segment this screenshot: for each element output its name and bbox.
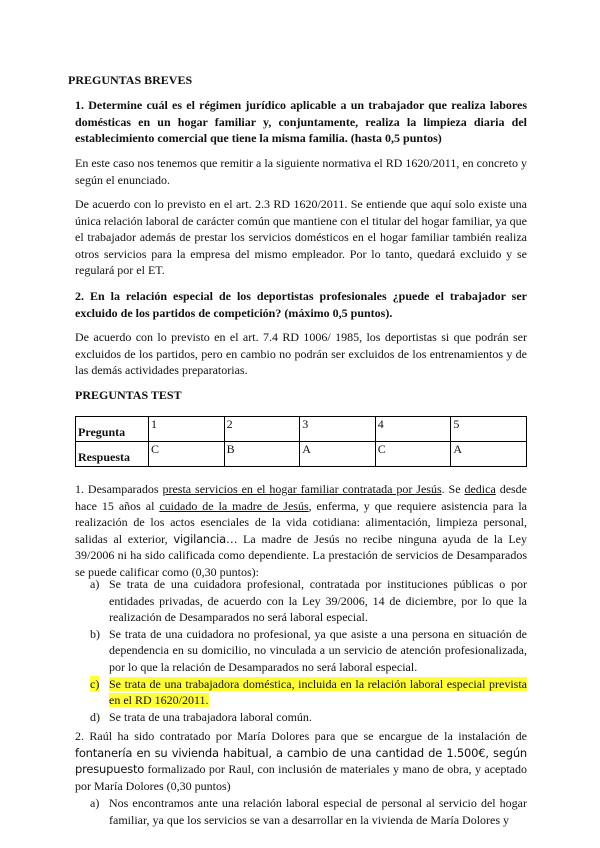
text-run: La madre de Jesús no recibe ninguna ayuda de la Ley 39/2006 ni ha sido calificada como dependiente. La prestación de servicios de Desamparados se puede calificar como (0,30 puntos): [75, 531, 527, 579]
table-cell: 2 [224, 417, 300, 442]
text-run: 2. Raúl ha sido contratado por María Dolores para que se encargue de la instalación de [75, 729, 527, 743]
text-run: , enferma, y que requiere asistencia para la realización de los actos esenciales de la vida cotidiana: alimentación, limpieza personal, salidas al exterior, [75, 498, 528, 546]
option-a [75, 576, 527, 626]
table-cell: C [375, 442, 451, 467]
underlined-text: presta servicios en el hogar familiar contratada por Jesús [162, 482, 442, 496]
test-question-1-options [75, 576, 527, 725]
option-letter: b) [90, 626, 100, 641]
text-run: formalizado por Raul, con inclusión de materiales y mano de obra, y aceptado por María Dolores (0,30 puntos) [75, 762, 527, 793]
handwritten-style-text: vigilancia… [173, 531, 238, 546]
question-2-title: 2. En la relación especial de los deportistas profesionales ¿puede el trabajador ser excluido de los partidos de competición? (máximo 0,5 puntos). [75, 289, 527, 320]
underlined-text: dedica [464, 482, 496, 496]
table-cell: 3 [300, 417, 376, 442]
test-question-2-stem [75, 728, 527, 794]
option-text-highlighted: Se trata de una trabajadora doméstica, incluida en la relación laboral especial prevista en el RD 1620/2011. [109, 676, 527, 708]
question-1-title: 1. Determine cuál es el régimen jurídico aplicable a un trabajador que realiza labores domésticas en un hogar familiar y, conjuntamente, realiza la limpieza diaria del establecimiento comercial que tiene la misma familia. (hasta 0,5 puntos) [75, 98, 527, 146]
option-text: Se trata de una cuidadora no profesional, ya que asiste a una persona en situación de dependencia en su domicilio, no vinculada a un servicio de atención profesionalizada, por lo que la relación de Desamparados no será laboral especial. [109, 626, 527, 674]
table-row-preguntas [76, 417, 527, 442]
question-2-paragraph-1: De acuerdo con lo previsto en el art. 7.4 RD 1006/ 1985, los deportistas si que podrán ser excluidos de los partidos, pero en cambio no podrán ser excluidos de los entrenamientos y de las demás actividades preparatorias. [75, 330, 527, 378]
test-question-2-options [75, 795, 527, 828]
table-cell: 4 [375, 417, 451, 442]
question-1-paragraph-1: En este caso nos tenemos que remitir a la siguiente normativa el RD 1620/2011, en concreto y según el enunciado. [75, 156, 527, 187]
table-row-respuestas [76, 442, 527, 467]
text-run: . Se [441, 482, 465, 496]
option-b [75, 626, 527, 676]
table-cell: C [149, 442, 225, 467]
table-row-label: Respuesta [76, 442, 149, 467]
option-a [75, 795, 527, 828]
table-cell: 5 [451, 417, 527, 442]
option-letter: c) [90, 676, 100, 691]
option-d [75, 709, 527, 726]
section-heading-test: PREGUNTAS TEST [75, 388, 182, 402]
option-text: Se trata de una trabajadora laboral común. [109, 709, 312, 724]
handwritten-style-text: fontanería en su vivienda habitual, a cambio de una cantidad de 1.500€, según presupuesto [75, 745, 527, 777]
test-question-1-stem [75, 481, 527, 581]
question-1-paragraph-2: De acuerdo con lo previsto en el art. 2.3 RD 1620/2011. Se entiende que aquí solo existe una única relación laboral de carácter común que mantiene con el titular del hogar familiar, ya que el trabajador además de prestar los servicios domésticos en el hogar familiar también realiza otros servicios para la empresa del mismo empleador. Por lo tanto, quedará excluido y se regulará por el ET. [75, 197, 527, 278]
text-run: desde hace 15 años al [75, 482, 528, 513]
option-text: Nos encontramos ante una relación laboral especial de personal al servicio del hogar familiar, ya que los servicios se van a desarrollar en la vivienda de María Dolores y [109, 796, 527, 827]
option-letter: a) [90, 577, 100, 591]
section-heading-breves: PREGUNTAS BREVES [68, 73, 193, 87]
text-run: 1. Desamparados [75, 482, 163, 496]
underlined-text: cuidado de la madre de Jesús [159, 498, 309, 513]
answers-table [75, 416, 527, 467]
option-text: Se trata de una cuidadora profesional, contratada por instituciones públicas o por entidades privadas, de acuerdo con la Ley 39/2006, 14 de diciembre, por lo que la realización de Desamparados no será laboral especial. [109, 577, 527, 625]
table-row-label: Pregunta [76, 417, 149, 442]
option-letter: a) [90, 796, 100, 810]
table-cell: B [224, 442, 300, 467]
table-cell: A [300, 442, 376, 467]
table-cell: A [451, 442, 527, 467]
option-letter: d) [90, 709, 100, 724]
option-c-highlighted [75, 676, 527, 709]
table-cell: 1 [149, 417, 225, 442]
